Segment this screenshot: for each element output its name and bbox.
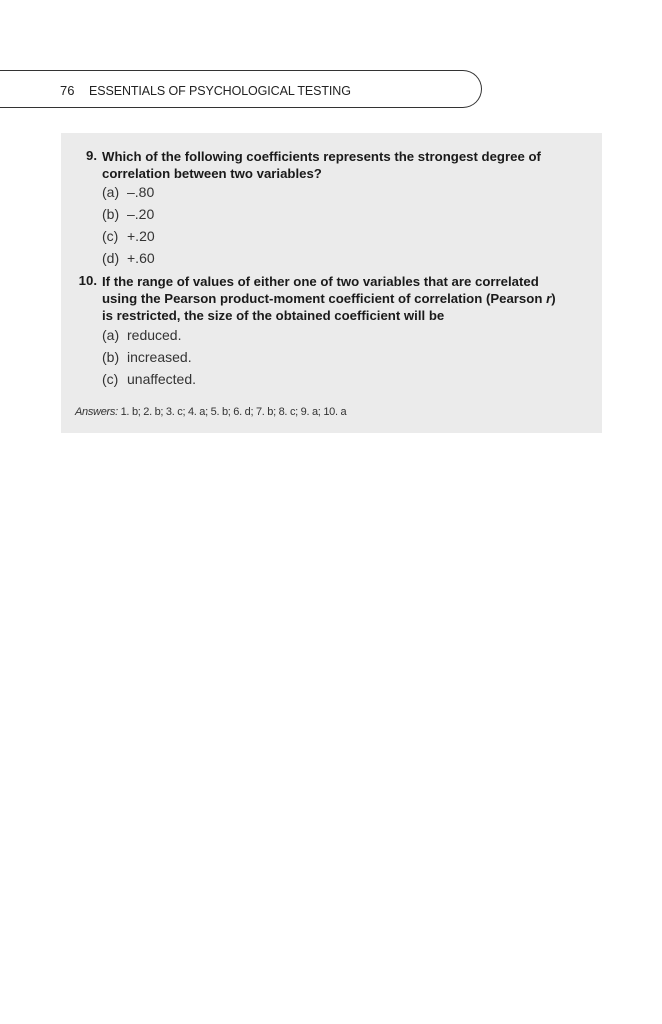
pearson-r-symbol: r <box>546 291 552 306</box>
option-letter: (d) <box>102 250 120 266</box>
running-title: ESSENTIALS OF PSYCHOLOGICAL TESTING <box>89 84 351 98</box>
option-letter: (b) <box>102 206 120 222</box>
option-a <box>102 327 181 343</box>
closing-paren: ) <box>551 291 556 306</box>
question-line: is restricted, the size of the obtained coefficient will be <box>102 308 445 323</box>
option-text: +.20 <box>127 228 155 244</box>
question-number: 10. <box>78 273 97 288</box>
option-text: –.80 <box>127 184 155 200</box>
option-a <box>102 184 154 200</box>
answers-text: 1. b; 2. b; 3. c; 4. a; 5. b; 6. d; 7. b; 8. c; 9. a; 10. a <box>120 406 347 418</box>
option-text: +.60 <box>127 250 155 266</box>
option-letter: (a) <box>102 184 120 200</box>
option-letter: (c) <box>102 371 119 387</box>
option-b <box>102 206 154 222</box>
question-text <box>102 273 582 324</box>
option-text: unaffected. <box>127 371 197 387</box>
option-letter: (c) <box>102 228 119 244</box>
option-text: increased. <box>127 349 192 365</box>
answer-key <box>75 406 346 418</box>
answers-label: Answers: <box>75 406 118 418</box>
quiz-box <box>61 133 602 433</box>
question-line: If the range of values of either one of two variables that are correlated <box>102 274 539 289</box>
option-c <box>102 228 155 244</box>
question-line: correlation between two variables? <box>102 166 322 181</box>
option-c <box>102 371 196 387</box>
question-text <box>102 148 582 182</box>
question-line <box>102 290 582 307</box>
page-number: 76 <box>60 83 75 98</box>
question-line: Which of the following coefficients represents the strongest degree of <box>102 149 541 164</box>
question-number: 9. <box>86 148 97 163</box>
option-text: reduced. <box>127 327 182 343</box>
option-letter: (b) <box>102 349 120 365</box>
option-letter: (a) <box>102 327 120 343</box>
option-d <box>102 250 155 266</box>
question-line-text: using the Pearson product-moment coefficient of correlation (Pearson <box>102 291 543 306</box>
option-text: –.20 <box>127 206 155 222</box>
option-b <box>102 349 192 365</box>
running-header <box>0 70 482 108</box>
